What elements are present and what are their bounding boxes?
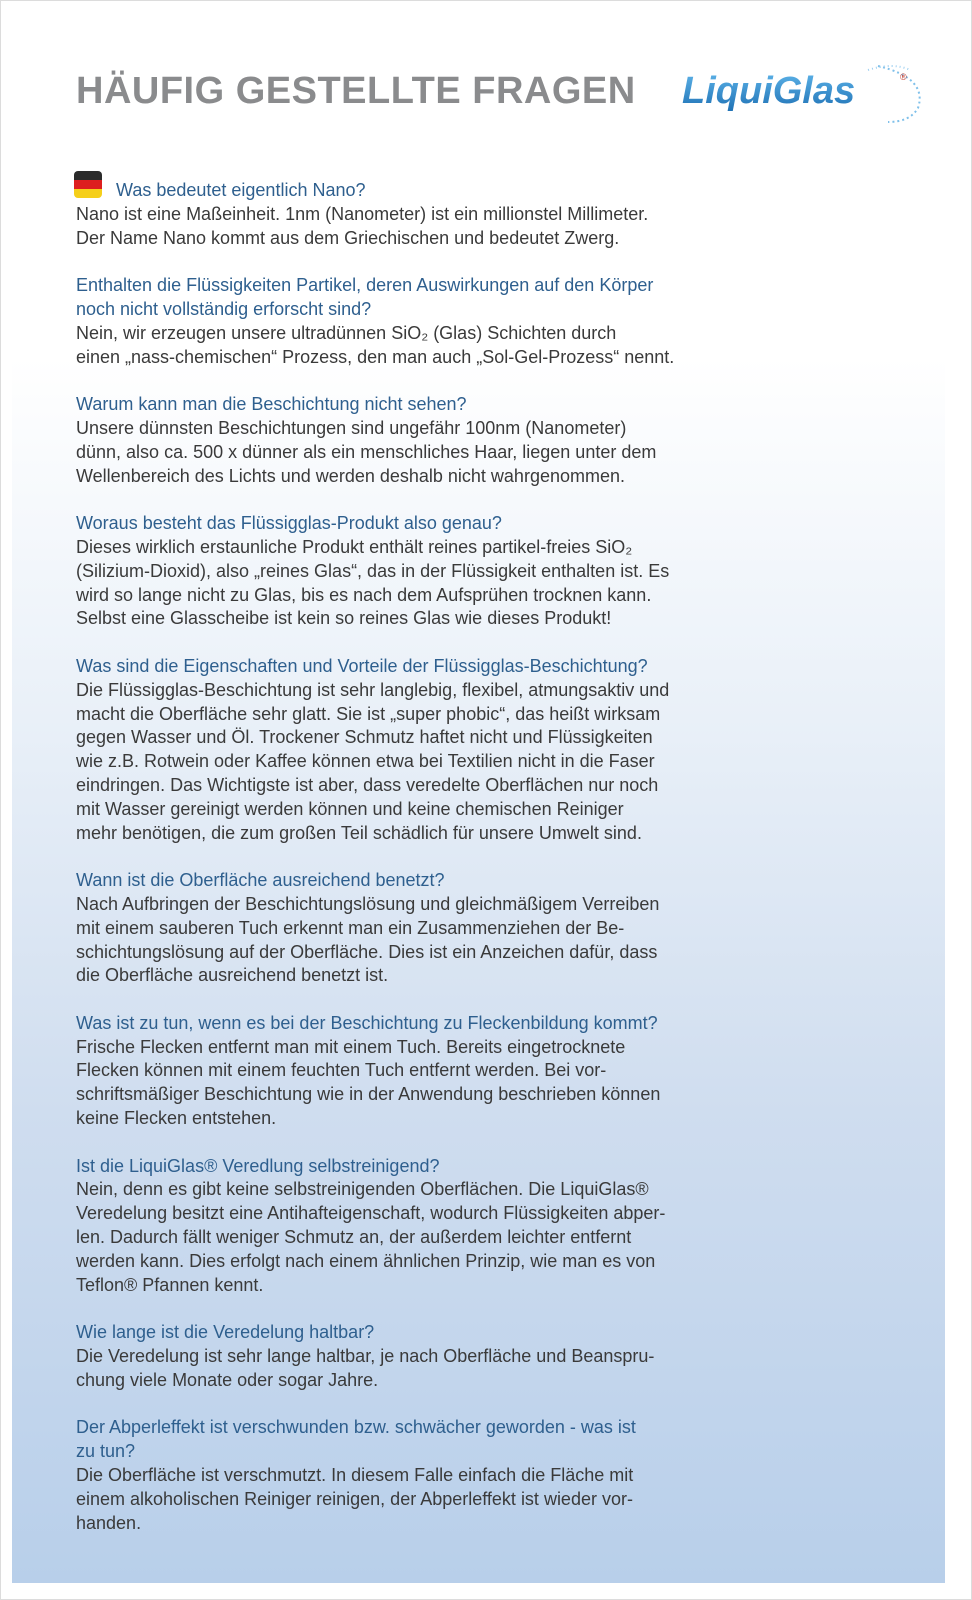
faq-answer: Frische Flecken entfernt man mit einem Tuch. Bereits eingetrocknete Flecken können mit einem feuchten Tuch entfernt werden. Bei vor- schriftsmäßiger Beschichtung wie in der Anwendung beschrieben können keine Flecken entstehen. [76, 1036, 661, 1129]
faq-question: Wie lange ist die Veredelung haltbar? [76, 1322, 375, 1343]
faq-answer: Unsere dünnsten Beschichtungen sind ungefähr 100nm (Nanometer) dünn, also ca. 500 x dünner als ein menschliches Haar, liegen unter dem Wellenbereich des Lichts und werden deshalb nicht wahrgenommen. [76, 417, 657, 486]
faq-question: Enthalten die Flüssigkeiten Partikel, deren Auswirkungen auf den Körper noch nicht vollständig erforscht sind? [76, 275, 654, 319]
faq-item [76, 1416, 756, 1535]
faq-question: Warum kann man die Beschichtung nicht sehen? [76, 394, 467, 415]
faq-item [76, 869, 756, 988]
faq-item [76, 1012, 756, 1131]
faq-answer: Dieses wirklich erstaunliche Produkt enthält reines partikel-freies SiO₂ (Silizium-Dioxid), also „reines Glas“, das in der Flüssigkeit enthalten ist. Es wird so lange nicht zu Glas, bis es nach dem Aufsprühen trocknen kann. Selbst eine Glasscheibe ist kein so reines Glas wie dieses Produkt! [76, 536, 670, 629]
faq-answer: Nein, wir erzeugen unsere ultradünnen SiO₂ (Glas) Schichten durch einen „nass-chemischen“ Prozess, den man auch „Sol-Gel-Prozess“ nennt. [76, 322, 675, 367]
faq-question: Was bedeutet eigentlich Nano? [116, 180, 366, 200]
faq-answer: Die Flüssigglas-Beschichtung ist sehr langlebig, flexibel, atmungsaktiv und macht die Oberfläche sehr glatt. Sie ist „super phobic“, das heißt wirksam gegen Wasser und Öl. Trockener Schmutz haftet nicht und Flüssigkeiten wie z.B. Rotwein oder Kaffee können etwa bei Textilien nicht in die Faser eindringen. Das Wichtigste ist aber, dass veredelte Oberflächen nur noch mit Wasser gereinigt werden können und keine chemischen Reiniger mehr benötigen, die zum großen Teil schädlich für unsere Umwelt sind. [76, 679, 670, 843]
faq-item [76, 1155, 756, 1298]
faq-item [76, 655, 756, 845]
faq-item [76, 179, 756, 250]
faq-item [76, 1321, 756, 1392]
faq-answer: Nano ist eine Maßeinheit. 1nm (Nanometer) ist ein millionstel Millimeter. Der Name Nano kommt aus dem Griechischen und bedeutet Zwerg. [76, 203, 649, 248]
page-title: HÄUFIG GESTELLTE FRAGEN [76, 70, 636, 112]
faq-item [76, 274, 756, 369]
faq-list [76, 179, 756, 1559]
faq-answer: Die Veredelung ist sehr lange haltbar, je nach Oberfläche und Beanspru- chung viele Monate oder sogar Jahre. [76, 1346, 655, 1390]
faq-answer: Nach Aufbringen der Beschichtungslösung und gleichmäßigem Verreiben mit einem sauberen Tuch erkennt man ein Zusammenziehen der Be- schichtungslösung auf der Oberfläche. Dies ist ein Anzeichen dafür, dass die Oberfläche ausreichend benetzt ist. [76, 893, 660, 986]
logo-registered-mark: ® [900, 72, 907, 82]
liquiglas-logo [678, 58, 928, 126]
faq-item [76, 393, 756, 488]
faq-item [76, 512, 756, 631]
faq-question: Der Abperleffekt ist verschwunden bzw. schwächer geworden - was ist zu tun? [76, 1417, 636, 1462]
faq-question: Ist die LiquiGlas® Veredlung selbstreinigend? [76, 1155, 440, 1176]
faq-answer: Nein, denn es gibt keine selbstreinigenden Oberflächen. Die LiquiGlas® Veredelung besitzt eine Antihafteigenschaft, wodurch Flüssigkeiten abper- len. Dadurch fällt weniger Schmutz an, der außerdem leichter entfernt werden kann. Dies erfolgt nach einem ähnlichen Prinzip, wie man es von Teflon® Pfannen kennt. [76, 1179, 666, 1295]
germany-flag-icon [74, 171, 102, 198]
faq-answer: Die Oberfläche ist verschmutzt. In diesem Falle einfach die Fläche mit einem alkoholischen Reiniger reinigen, der Abperleffekt ist wieder vor- handen. [76, 1465, 634, 1533]
faq-question: Wann ist die Oberfläche ausreichend benetzt? [76, 870, 445, 891]
logo-text: LiquiGlas [682, 70, 856, 112]
faq-question: Woraus besteht das Flüssigglas-Produkt also genau? [76, 513, 502, 534]
faq-question: Was ist zu tun, wenn es bei der Beschichtung zu Fleckenbildung kommt? [76, 1012, 658, 1033]
faq-question: Was sind die Eigenschaften und Vorteile der Flüssigglas-Beschichtung? [76, 655, 648, 676]
